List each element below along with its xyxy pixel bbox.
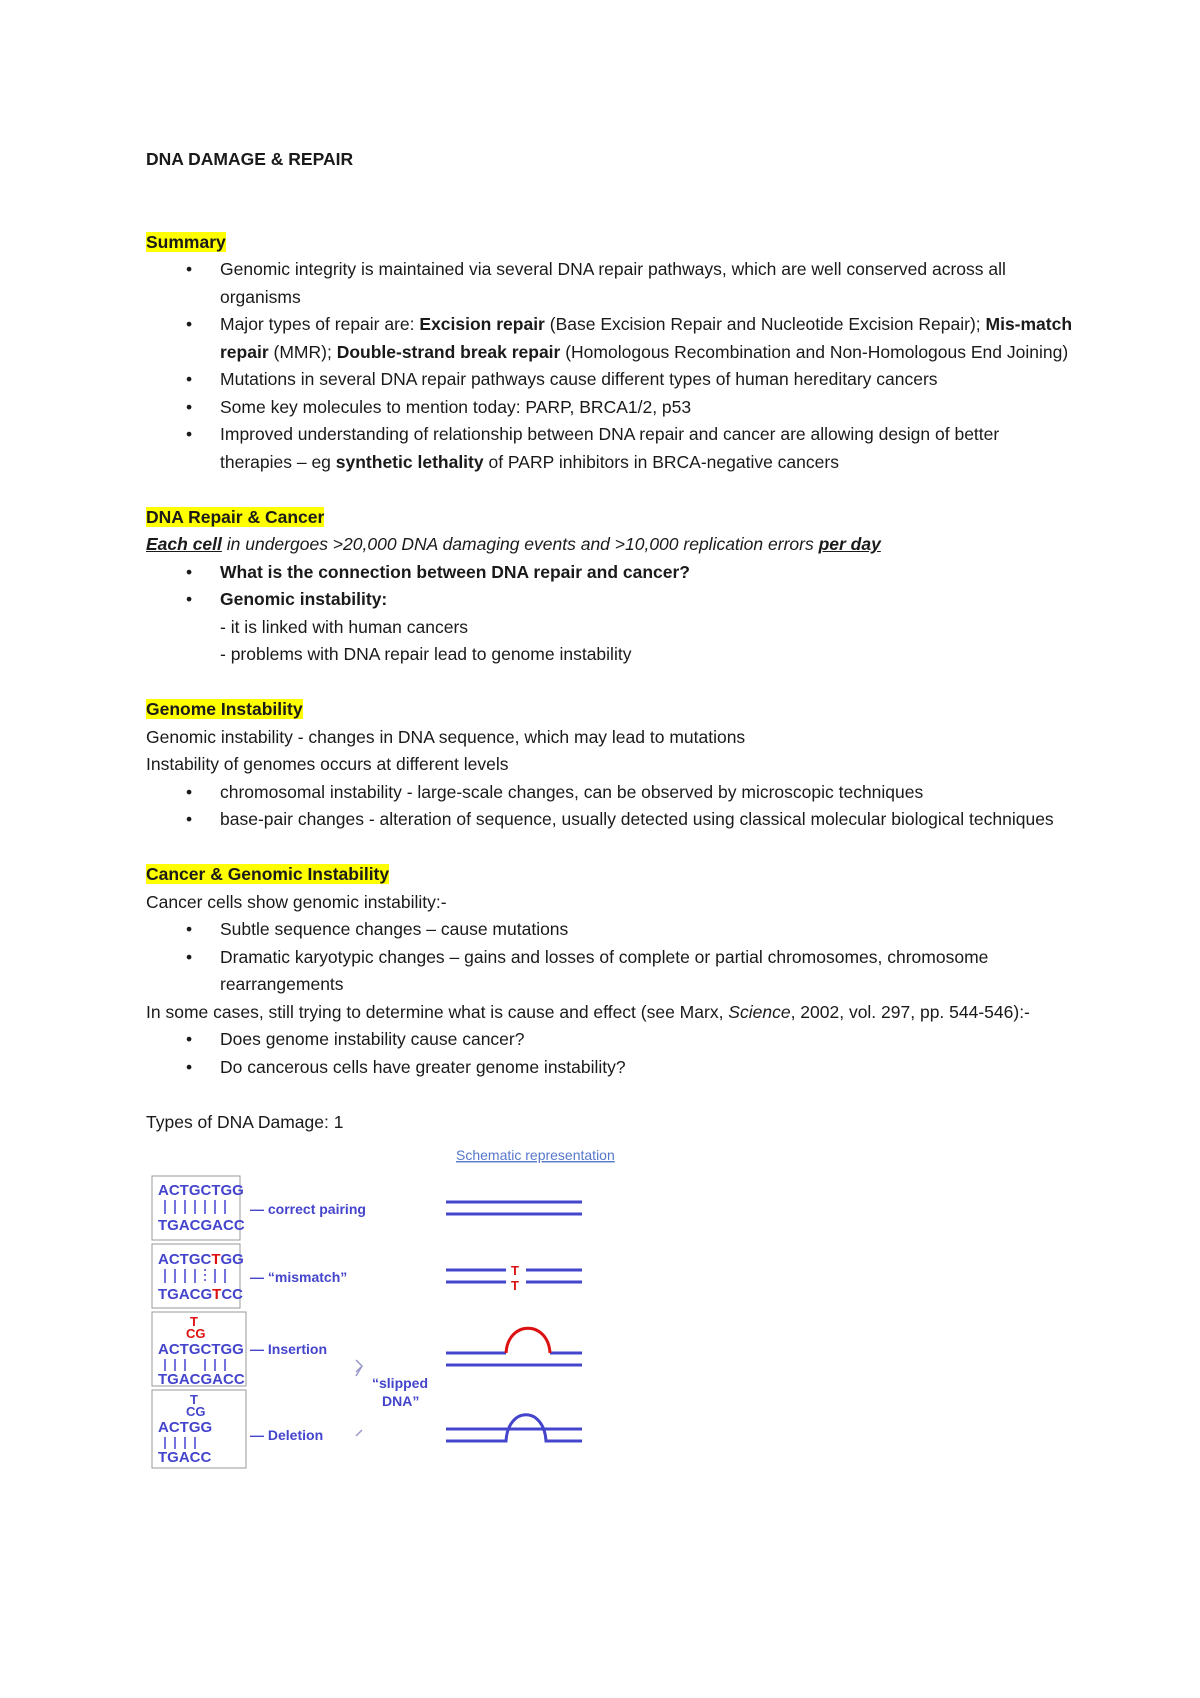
base-pair-bars [165, 1200, 225, 1214]
summary-heading: Summary [146, 231, 226, 252]
schematic-deletion [446, 1415, 582, 1441]
paragraph: Cancer cells show genomic instability:- [146, 891, 447, 912]
types-heading: Types of DNA Damage: 1 [146, 1111, 344, 1132]
list-item: • Does genome instability cause cancer? [146, 1026, 1076, 1054]
sequence-top: ACTGG [158, 1419, 213, 1436]
list-item: • Dramatic karyotypic changes – gains and losses of complete or partial chromosomes, chromosome rearrangements [146, 944, 1076, 999]
dna-damage-figure [146, 1140, 666, 1480]
repair-cancer-intro: Each cell in undergoes >20,000 DNA damaging events and >10,000 replication errors per day [146, 534, 881, 554]
list-item: • Mutations in several DNA repair pathways cause different types of human hereditary cancers [146, 366, 1076, 394]
repair-cancer-list [146, 559, 1076, 614]
loop-bases: CG [186, 1404, 206, 1419]
sequence-bottom: TGACC [158, 1449, 212, 1466]
sequence-top: ACTGCTGG [158, 1182, 244, 1199]
list-item: • base-pair changes - alteration of sequence, usually detected using classical molecular biological techniques [146, 806, 1076, 834]
schematic-correct [446, 1202, 582, 1214]
mismatch-mark-top: T [511, 1263, 519, 1278]
genome-instability-list [146, 779, 1076, 834]
sub-line: - problems with DNA repair lead to genome instability [220, 644, 632, 664]
loop-bases: CG [186, 1326, 206, 1341]
document-body [146, 146, 1076, 1480]
loop-base: T [190, 1392, 198, 1407]
list-item: • What is the connection between DNA repair and cancer? [146, 559, 1076, 587]
sub-line: - it is linked with human cancers [220, 616, 469, 637]
row-label-insertion: — Insertion [250, 1341, 328, 1357]
sequence-top: ACTGCTGG [158, 1251, 244, 1268]
schematic-label: Schematic representation [456, 1147, 615, 1163]
list-item: • Do cancerous cells have greater genome instability? [146, 1054, 1076, 1082]
list-item: • Subtle sequence changes – cause mutations [146, 916, 1076, 944]
cancer-questions-list [146, 1026, 1076, 1081]
row-label-mismatch: — “mismatch” [250, 1269, 348, 1285]
schematic-insertion [446, 1328, 582, 1365]
document-title: DNA DAMAGE & REPAIR [146, 149, 354, 169]
slipped-dna-label: “slipped [372, 1375, 429, 1391]
dna-damage-diagram [146, 1140, 666, 1480]
base-pair-bars [165, 1359, 225, 1371]
paragraph: In some cases, still trying to determine what is cause and effect (see Marx, Science, 2002, vol. 297, pp. 544-546):- [146, 1001, 1030, 1022]
genome-instability-heading: Genome Instability [146, 699, 303, 719]
list-item: • Some key molecules to mention today: PARP, BRCA1/2, p53 [146, 394, 1076, 422]
paragraph: Instability of genomes occurs at different levels [146, 754, 509, 774]
slipped-dna-label: DNA” [382, 1393, 420, 1409]
sequence-bottom: TGACGACC [158, 1371, 245, 1388]
row-label-correct-pairing: — correct pairing [250, 1201, 366, 1217]
summary-list [146, 256, 1076, 476]
loop-base: T [190, 1314, 198, 1329]
cancer-instability-list [146, 916, 1076, 999]
list-item: • Genomic integrity is maintained via several DNA repair pathways, which are well conserved across all organisms [146, 256, 1076, 311]
bracket-icon [356, 1360, 362, 1436]
sequence-top: ACTGCTGG [158, 1341, 244, 1358]
list-item: • Improved understanding of relationship between DNA repair and cancer are allowing design of better therapies – eg synthetic lethality of PARP inhibitors in BRCA-negative cancers [146, 421, 1076, 476]
sequence-bottom: TGACGTCC [158, 1286, 244, 1303]
base-pair-bars [165, 1269, 225, 1283]
repair-cancer-heading: DNA Repair & Cancer [146, 506, 325, 527]
cancer-instability-heading: Cancer & Genomic Instability [146, 864, 390, 884]
row-label-deletion: — Deletion [250, 1427, 324, 1443]
list-item: • Genomic instability: [146, 586, 1076, 614]
list-item: • chromosomal instability - large-scale changes, can be observed by microscopic techniques [146, 779, 1076, 807]
paragraph: Genomic instability - changes in DNA sequence, which may lead to mutations [146, 726, 746, 747]
list-item: • Major types of repair are: Excision repair (Base Excision Repair and Nucleotide Excision Repair); Mis-match repair (MMR); Double-strand break repair (Homologous Recombination and Non-Homologous End Joining) [146, 311, 1076, 366]
sequence-bottom: TGACGACC [158, 1217, 245, 1234]
base-pair-bars [165, 1437, 195, 1449]
mismatch-mark-bottom: T [511, 1278, 519, 1293]
